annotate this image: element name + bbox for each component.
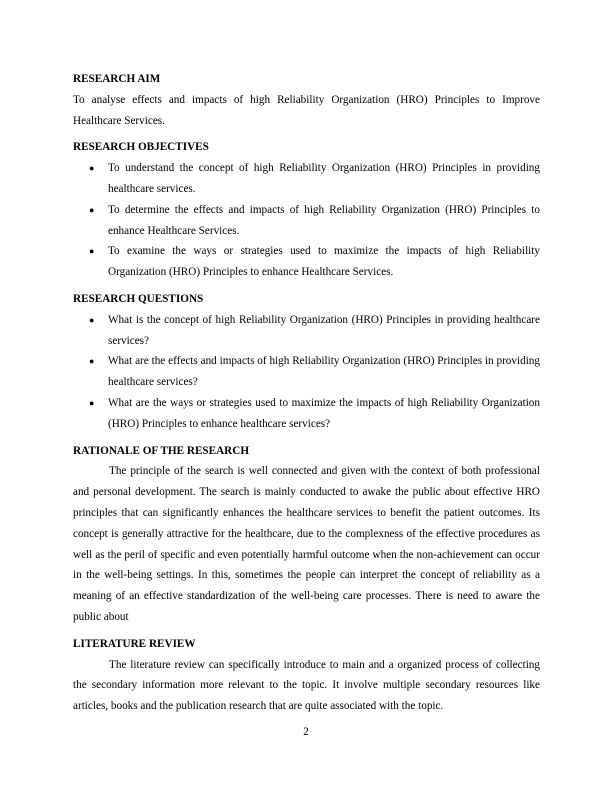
list-item-text: What are the ways or strategies used to maximize the impacts of high Reliability Organization (HRO) Principles to enhance healthcare services? <box>108 396 540 430</box>
list-item <box>73 351 540 393</box>
bullet-icon: ● <box>89 204 95 215</box>
list-item <box>73 158 540 200</box>
research-questions-list <box>73 310 540 435</box>
list-item-text: To understand the concept of high Reliability Organization (HRO) Principles in providing healthcare services. <box>108 162 540 195</box>
bullet-icon: ● <box>89 163 95 174</box>
research-questions-heading: RESEARCH QUESTIONS <box>73 292 204 305</box>
list-item <box>73 200 540 242</box>
list-item-text: What are the effects and impacts of high Reliability Organization (HRO) Principles in providing healthcare services? <box>108 355 540 389</box>
list-item <box>73 393 540 435</box>
bullet-icon: ● <box>89 356 95 367</box>
list-item-text: What is the concept of high Reliability Organization (HRO) Principles in providing healthcare services? <box>108 313 540 347</box>
bullet-icon: ● <box>89 246 95 257</box>
list-item-text: To determine the effects and impacts of high Reliability Organization (HRO) Principles to enhance Healthcare Services. <box>108 203 540 237</box>
literature-review-text: The literature review can specifically introduce to main and a organized process of collecting the secondary information more relevant to the topic. It involve multiple secondary resources like articles, books and the publication research that are quite associated with the topic. <box>73 658 540 713</box>
research-objectives-heading: RESEARCH OBJECTIVES <box>73 141 209 154</box>
bullet-icon: ● <box>89 397 95 408</box>
research-objectives-list <box>73 158 540 283</box>
rationale-heading: RATIONALE OF THE RESEARCH <box>73 444 250 457</box>
list-item <box>73 310 540 352</box>
research-aim-text: To analyse effects and impacts of high Reliability Organization (HRO) Principles to Improve Healthcare Services. <box>73 93 540 127</box>
bullet-icon: ● <box>89 314 95 325</box>
list-item <box>73 241 540 283</box>
list-item-text: To examine the ways or strategies used to maximize the impacts of high Reliability Organization (HRO) Principles to enhance Healthcare Services. <box>108 245 540 279</box>
literature-review-heading: LITERATURE REVIEW <box>73 637 196 650</box>
page-number: 2 <box>303 726 309 738</box>
rationale-text: The principle of the search is well connected and given with the context of both professional and personal development. The search is mainly conducted to awake the public about effective HRO principles that can significantly enhances the healthcare services to benefit the patient outcomes. Its concept is generally attractive for the healthcare, due to the complexness of the effective procedures as well as the peril of specific and even potentially harmful outcome when the non-achievement can occur in the well-being settings. In this, sometimes the people can interpret the concept of reliability as a meaning of an effective standardization of the well-being care processes. There is need to aware the public about <box>73 465 540 623</box>
document-page <box>73 69 540 717</box>
research-aim-heading: RESEARCH AIM <box>73 73 161 85</box>
